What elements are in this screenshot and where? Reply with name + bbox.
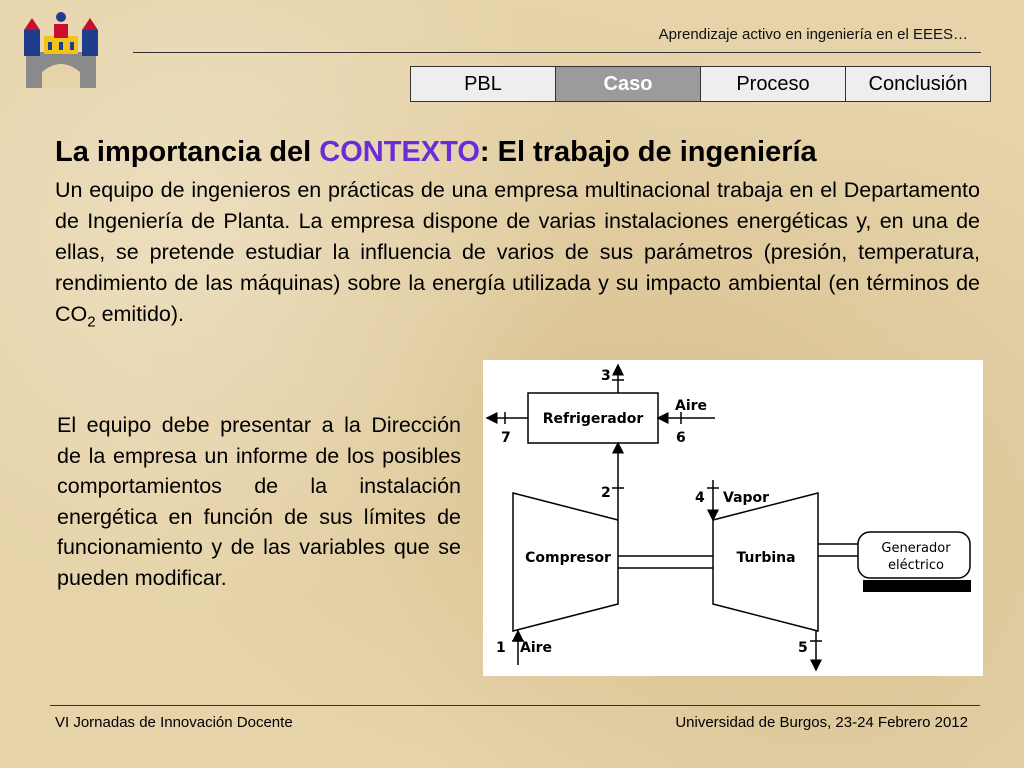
tab-conclusion[interactable]: Conclusión bbox=[846, 67, 990, 101]
label-compresor: Compresor bbox=[525, 550, 611, 566]
heading-prefix: La importancia del bbox=[55, 136, 320, 168]
point-4: 4 bbox=[695, 490, 705, 506]
heading-suffix: : El trabajo de ingeniería bbox=[479, 136, 817, 168]
footer-location-date: Universidad de Burgos, 23-24 Febrero 2012 bbox=[675, 714, 968, 731]
label-generador-2: eléctrico bbox=[888, 558, 944, 573]
point-2: 2 bbox=[601, 485, 611, 501]
co2-subscript: 2 bbox=[87, 313, 96, 331]
header-divider bbox=[133, 52, 981, 53]
section-tabs bbox=[410, 66, 991, 102]
energy-plant-diagram bbox=[483, 360, 983, 676]
slide-heading bbox=[55, 136, 817, 169]
point-7: 7 bbox=[501, 430, 511, 446]
university-castle-logo-icon bbox=[18, 8, 104, 94]
label-generador-1: Generador bbox=[881, 541, 951, 556]
label-refrigerador: Refrigerador bbox=[542, 411, 644, 427]
tab-caso[interactable]: Caso bbox=[556, 67, 701, 101]
point-5: 5 bbox=[798, 640, 808, 656]
point-1: 1 bbox=[496, 640, 506, 656]
footer-divider bbox=[50, 705, 980, 706]
presentation-title: Aprendizaje activo en ingeniería en el EEES… bbox=[658, 26, 968, 43]
label-aire-bottom: Aire bbox=[520, 640, 553, 656]
point-3: 3 bbox=[601, 368, 611, 384]
generador-base bbox=[863, 580, 971, 592]
heading-highlight: CONTEXTO bbox=[319, 136, 480, 168]
task-paragraph: El equipo debe presentar a la Dirección de la empresa un informe de los posibles comportamientos de la instalación energética en función de sus límites de funcionamiento y de las variables que se pueden modificar. bbox=[57, 413, 461, 590]
tab-proceso[interactable]: Proceso bbox=[701, 67, 846, 101]
label-turbina: Turbina bbox=[736, 550, 796, 566]
label-aire-top: Aire bbox=[675, 398, 708, 414]
label-vapor: Vapor bbox=[723, 490, 770, 506]
tab-pbl[interactable]: PBL bbox=[411, 67, 556, 101]
footer-event: VI Jornadas de Innovación Docente bbox=[55, 714, 293, 731]
intro-text-end: emitido). bbox=[95, 302, 185, 326]
intro-paragraph bbox=[55, 175, 980, 337]
point-6: 6 bbox=[676, 430, 686, 446]
intro-text: Un equipo de ingenieros en prácticas de una empresa multinacional trabaja en el Departamento de Ingeniería de Planta. La empresa dispone de varias instalaciones energéticas y, en una de ellas, se pretende estudiar la influencia de varios de sus parámetros (presión, temperatura, rendimiento de las máquinas) sobre la energía utilizada y su impacto ambiental (en términos de CO bbox=[55, 178, 980, 326]
